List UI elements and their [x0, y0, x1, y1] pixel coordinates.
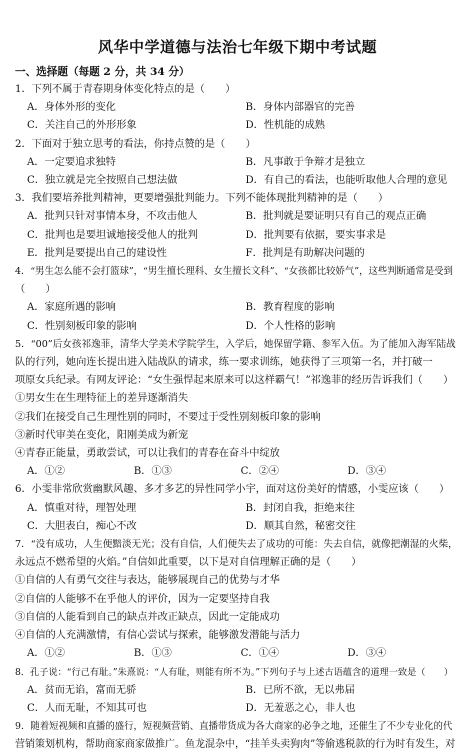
question-8-stem: 8．孔子说：“行己有耻。”朱熹说：“人有耻，则能有所不为。”下列句子与上述古语蕴含的道理一致是（ ） — [15, 666, 454, 678]
option-d: D．顺其自然，秘密交往 — [245, 520, 356, 532]
option-d: D．无羞恶之心，非人也 — [245, 702, 356, 714]
option-f: F．批判是有助解决问题的 — [245, 247, 365, 259]
question-5-stem-line-3: 项原女兵纪录。有网友评论：“女生强悍起来原来可以这样霸气！”祁逸菲的经历告诉我们（ ） — [15, 375, 454, 387]
option-d: D．有自己的看法，也能听取他人合理的意见 — [245, 175, 448, 187]
option-c: C．关注自己的外形形象 — [27, 120, 137, 132]
option-c: C．②④ — [240, 466, 279, 478]
question-5-statement-2: ②我们在接受自己生理性别的同时，不要过于受性别刻板印象的影响 — [15, 411, 321, 423]
question-4-stem-line-1: 4．“男生怎么能不会打篮球”，“男生擅长理科、女生擅长文科”、“女孩都比较娇气”，这些判断通常是受到 — [15, 266, 453, 278]
option-c: C．大胆表白，痴心不改 — [27, 520, 137, 532]
option-a: A．家庭所遇的影响 — [27, 302, 116, 314]
option-b: B．①③ — [133, 648, 172, 660]
question-9-stem-line-2: 营销策划机构，帮助商家商家做推广。鱼龙混杂中，“挂羊头卖狗肉”等偷逃税款的行为时有发生，对 — [15, 739, 456, 751]
question-8-options-row-1 — [15, 682, 460, 700]
option-b: B．已所不欲，无以弗届 — [245, 684, 355, 696]
question-4-options-row-1 — [15, 299, 460, 317]
option-c: C．人而无耻，不知其可也 — [27, 702, 147, 714]
question-4-options-row-2 — [15, 318, 460, 336]
option-b: B．教育程度的影响 — [245, 302, 335, 314]
option-a: A．批判只针对事情本身，不攻击他人 — [27, 211, 198, 223]
question-2-options-row-2 — [15, 172, 460, 190]
question-5-statement-4: ④青春正能量，勇敢尝试，可以让我们的青春在奋斗中绽放 — [15, 448, 280, 460]
question-1-options-row-2 — [15, 117, 460, 135]
option-d: D．性机能的成熟 — [245, 120, 325, 132]
option-d: D．③④ — [347, 648, 387, 660]
question-9-stem-line-1: 9．随着短视频和直播的盛行，短视频营销、直播带货成为各大商家的必争之地，还催生了不少专业化的代 — [15, 721, 453, 733]
option-a: A．①② — [27, 466, 65, 478]
option-b: B．批判就是要证明只有自己的观点正确 — [245, 211, 427, 223]
question-7-options — [15, 645, 460, 663]
option-b: B．封闭自我，拒绝来往 — [245, 502, 355, 514]
question-7-statement-3: ③自信的人能看到自己的缺点并改正缺点，因此一定能成功 — [15, 611, 280, 623]
question-5-stem-line-2: 队的行列，她向连长提出进入陆战队的请求，练一要求训练，她获得了三项第一名，并打破一 — [15, 357, 433, 369]
question-1-options-row-1 — [15, 99, 460, 117]
question-7-statement-1: ①自信的人有勇气交往与表达，能够展现自己的优势与才华 — [15, 575, 280, 587]
option-b: B．身体内部器官的完善 — [245, 102, 355, 114]
option-a: A．贫而无谄，富而无骄 — [27, 684, 137, 696]
option-a: A．①② — [27, 648, 65, 660]
option-b: B．①③ — [133, 466, 172, 478]
option-d: D．③④ — [347, 466, 387, 478]
question-6-options-row-1 — [15, 500, 460, 518]
section-heading-choice: 一、选择题（每题 2 分，共 34 分） — [15, 66, 190, 78]
question-8-options-row-2 — [15, 700, 460, 718]
question-7-stem-line-2: 永远点不燃希望的火焰。”自信如此重要，以下是对自信理解正确的是（ ） — [15, 557, 362, 569]
option-a: A．一定要追求独特 — [27, 156, 116, 168]
option-c: C．独立就是完全按照自己想法做 — [27, 175, 178, 187]
question-3-options-row-3 — [15, 245, 460, 263]
question-5-statement-1: ①男女生在生理特征上的差异逐渐消失 — [15, 393, 189, 405]
option-c: C．批判也是要坦诚地接受他人的批判 — [27, 229, 198, 241]
question-6-options-row-2 — [15, 518, 460, 536]
option-b: B．凡事敢于争辩才是独立 — [245, 156, 366, 168]
question-3-options-row-2 — [15, 227, 460, 245]
option-d: D．个人性格的影响 — [245, 320, 336, 332]
question-7-statement-4: ④自信的人充满激情，有信心尝试与探索，能够激发潜能与活力 — [15, 630, 301, 642]
question-4-stem-line-2: （ ） — [15, 284, 56, 296]
option-c: C．性别刻板印象的影响 — [27, 320, 137, 332]
question-3-options-row-1 — [15, 208, 460, 226]
question-5-options — [15, 463, 460, 481]
question-7-stem-line-1: 7．“没有成功，人生便黯淡无光；没有自信，人们便失去了成功的可能：失去自信，就像把潮湿的火柴， — [15, 539, 458, 551]
page-title: 风华中学道德与法治七年级下期中考试题 — [97, 38, 377, 56]
question-5-statement-3: ③新时代审美在变化，阳刚美成为新宠 — [15, 429, 189, 441]
question-2-options-row-1 — [15, 154, 460, 172]
option-e: E．批判是要提出自己的建设性 — [27, 247, 167, 259]
question-7-statement-2: ②自信的人能够不在乎他人的评价，因为一定要坚持自我 — [15, 593, 270, 605]
option-a: A．身体外形的变化 — [27, 102, 116, 114]
question-6-stem: 6．小雯非常欣赏幽默风趣、多才多艺的异性同学小宇，面对这份美好的情感，小雯应该（ ） — [15, 484, 450, 496]
option-a: A．慎重对待，理智处理 — [27, 502, 137, 514]
option-c: C．①④ — [240, 648, 279, 660]
question-5-stem-line-1: 5．“00”后女孩祁逸菲，清华大学美术学院学生，入学后，她保留学籍、参军入伍。为了能加入海军陆战 — [15, 338, 456, 350]
question-3-stem: 3．我们要培养批判精神，更要增强批判能力。下列不能体现批判精神的是（ ） — [15, 193, 389, 205]
question-1-stem: 1．下列不属于青春期身体变化特点的是（ ） — [15, 84, 236, 95]
question-2-stem: 2．下面对于独立思考的看法，你持点赞的是（ ） — [15, 138, 256, 150]
option-d: D．批判要有依据，要实事求是 — [245, 229, 387, 241]
